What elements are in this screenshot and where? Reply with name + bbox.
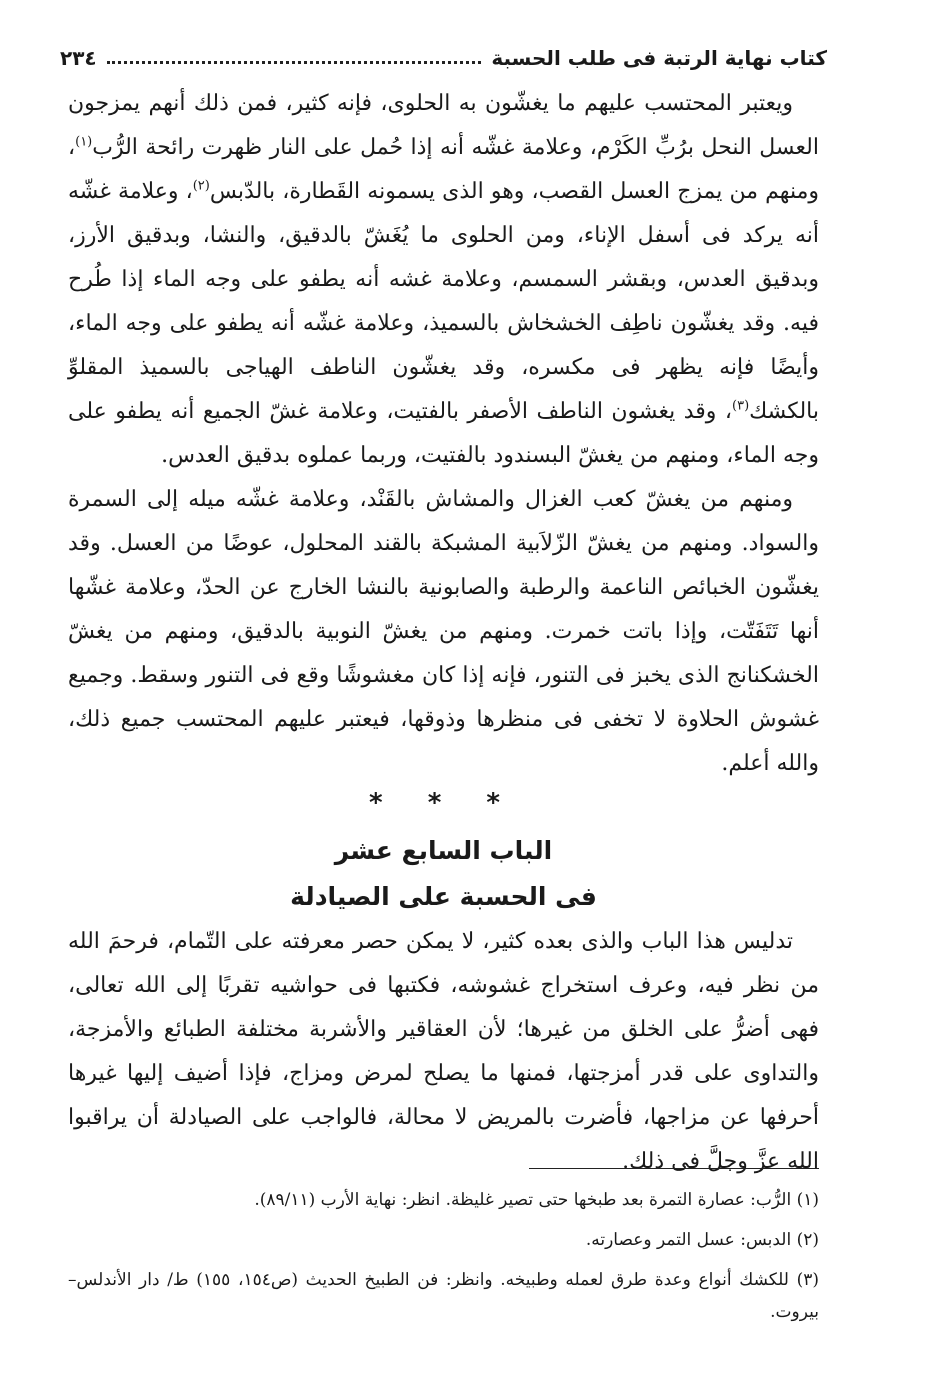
book-title: كتاب نهاية الرتبة فى طلب الحسبة [491, 46, 827, 70]
chapter-title: الباب السابع عشر [334, 836, 553, 865]
paragraph-1 [68, 82, 819, 478]
page-number: ٢٣٤ [60, 46, 97, 70]
footnote-ref-1: (١) [75, 134, 93, 150]
running-head [60, 40, 827, 70]
footnote-3: (٣) للكشك أنواع وعدة طرق لعمله وطبيخه. وانظر: فن الطبيخ الحديث (ص١٥٤، ١٥٥) ط/ دار الأندلس– بيروت. [68, 1270, 819, 1322]
paragraph-3: تدليس هذا الباب والذى بعده كثير، لا يمكن حصر معرفته على التّمام، فرحمَ الله من نظر فيه، وعرف استخراج غشوشه، فكتبها فى حواشيه تقربًا إلى الله تعالى، فهى أضرُّ على الخلق من غيرها؛ لأن العقاقير والأشربة مختلفة الطبائع والأمزجة، والتداوى على قدر أمزجتها، فمنها ما يصلح لمرض ومزاج، فإذا أضيف إليها غيرها أحرفها عن مزاجها، فأضرت بالمريض لا محالة، فالواجب على الصيادلة أن يراقبوا الله عزَّ وجلَّ فى ذلك. [68, 929, 819, 1174]
text-run: ، وعلامة غشّه أنه يركد فى أسفل الإناء، ومن الحلوى ما يُغَشّ بالدقيق، والنشا، وبدقيق الأرز، وبدقيق العدس، وبقشر السمسم، وعلامة غشه أنه يطفو على وجه الماء إذا طُرح فيه. وقد يغشّون ناطِف الخشخاش بالسميذ، وعلامة غشّه أنه يطفو على وجه الماء، وأيضًا فإنه يظهر فى مكسره، وقد يغشّون الناطف الهياجى بالسميذ المقلوِّ بالكشك [68, 179, 819, 424]
text-run: ، ومنهم من يمزج العسل القصب، وهو الذى يسمونه القَطارة، بالدّبس [68, 135, 819, 204]
footnote-ref-2: (٢) [192, 178, 210, 194]
footnote-2: (٢) الدبس: عسل التمر وعصارته. [585, 1230, 819, 1250]
text-run: ويعتبر المحتسب عليهم ما يغشّون به الحلوى، فإنه كثير، فمن ذلك أنهم يمزجون العسل النحل برُبِّ الكَرْم، وعلامة غشّه أنه إذا حُمل على النار ظهرت رائحة الرُّب [68, 91, 819, 160]
footnotes [68, 1184, 819, 1336]
footnote-divider [529, 1168, 819, 1169]
paragraph-2: ومنهم من يغشّ كعب الغزال والمشاش بالقَنْد، وعلامة غشّه ميله إلى السمرة والسواد. ومنهم من يغشّ الزّلاَبية المشبكة بالقند المحلول، عوضًا من العسل. وقد يغشّون الخبائص الناعمة والرطبة والصابونية بالنشا الخارج عن الحدّ، وعلامة غشّها أنها تَتَفَتّت، وإذا باتت خمرت. ومنهم من يغشّ النوبية بالدقيق، ومنهم من يغشّ الخشكنانج الذى يخبز فى التنور، فإنه إذا كان مغشوشًا وقع فى التنور وسقط. وجميع غشوش الحلاوة لا تخفى فى منظرها وذوقها، فيعتبر عليهم المحتسب جميع ذلك، والله أعلم. [68, 487, 819, 776]
text-run: ، وقد يغشون الناطف الأصفر بالفتيت، وعلامة غشّ الجميع أنه يطفو على وجه الماء، ومنهم من يغشّ البسندود بالفتيت، وربما عملوه بدقيق العدس. [68, 399, 819, 468]
section-separator: * * * [369, 788, 518, 818]
footnote-1: (١) الرُّب: عصارة التمرة بعد طبخها حتى تصير غليظة. انظر: نهاية الأرب (٨٩/١١). [254, 1190, 819, 1210]
chapter-subtitle: فى الحسبة على الصيادلة [290, 882, 597, 911]
main-text [68, 82, 819, 1184]
dotted-leader [107, 61, 482, 64]
footnote-ref-3: (٣) [732, 398, 750, 414]
